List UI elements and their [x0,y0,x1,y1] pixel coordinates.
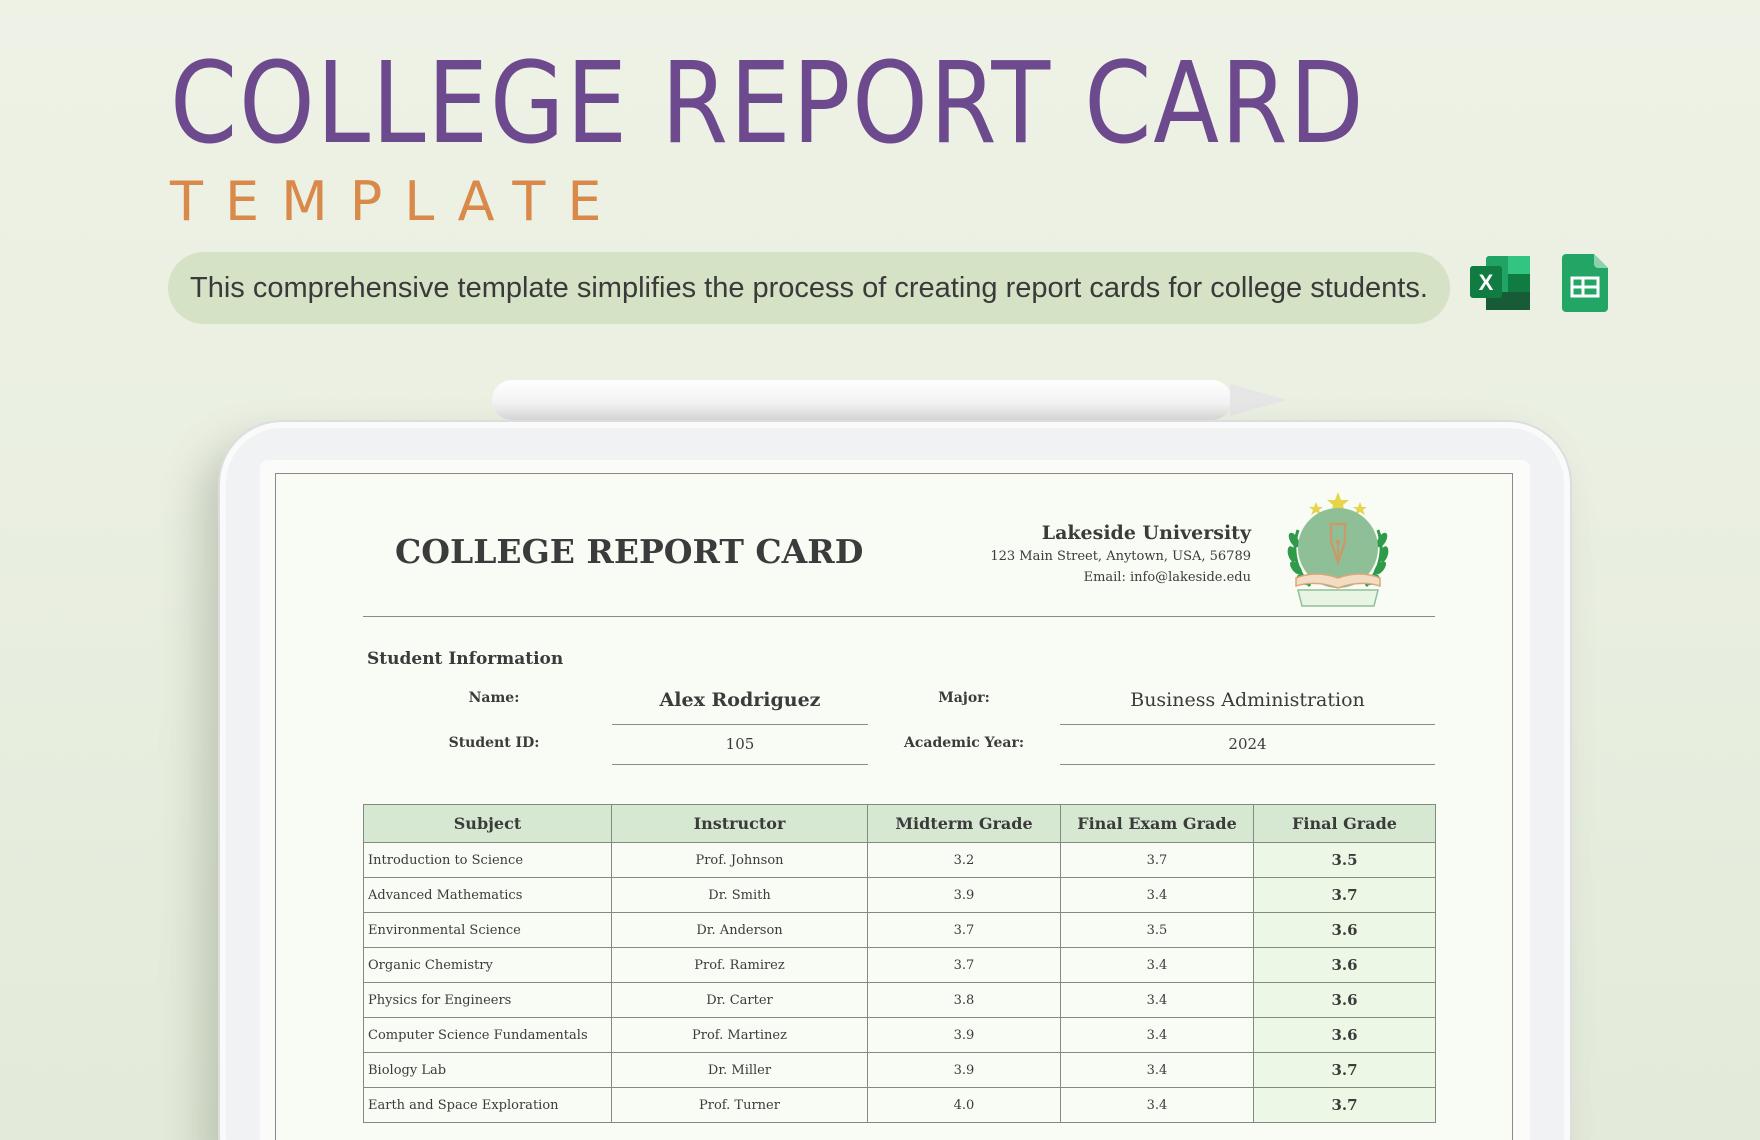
final-exam-grade-cell[interactable]: 3.4 [1061,983,1254,1018]
final-grade-cell[interactable]: 3.6 [1254,913,1436,948]
table-row [364,948,1436,983]
final-grade-cell[interactable]: 3.6 [1254,948,1436,983]
major-value[interactable]: Business Administration [1060,680,1435,725]
hero-subtitle: TEMPLATE [170,170,624,233]
university-address: 123 Main Street, Anytown, USA, 56789 [990,549,1251,564]
instructor-cell[interactable]: Dr. Carter [612,983,868,1018]
subject-cell[interactable]: Earth and Space Exploration [364,1088,612,1123]
final-exam-grade-cell[interactable]: 3.4 [1061,1088,1254,1123]
description-text: This comprehensive template simplifies the process of creating report cards for college students. [190,271,1428,304]
header-final-exam-grade: Final Exam Grade [1061,805,1254,843]
instructor-cell[interactable]: Dr. Anderson [612,913,868,948]
stylus-pencil [492,378,1292,422]
table-row [364,1018,1436,1053]
subject-cell[interactable]: Introduction to Science [364,843,612,878]
header-divider [363,616,1435,617]
midterm-grade-cell[interactable]: 3.8 [868,983,1061,1018]
name-value[interactable]: Alex Rodriguez [612,680,868,725]
grades-header-row [364,805,1436,843]
final-grade-cell[interactable]: 3.6 [1254,1018,1436,1053]
header-instructor: Instructor [612,805,868,843]
subject-cell[interactable]: Physics for Engineers [364,983,612,1018]
google-sheets-icon [1562,254,1608,312]
subject-cell[interactable]: Computer Science Fundamentals [364,1018,612,1053]
final-exam-grade-cell[interactable]: 3.4 [1061,948,1254,983]
header-final-grade: Final Grade [1254,805,1436,843]
instructor-cell[interactable]: Prof. Turner [612,1088,868,1123]
subject-cell[interactable]: Advanced Mathematics [364,878,612,913]
academic-year-label: Academic Year: [904,735,1024,751]
midterm-grade-cell[interactable]: 3.2 [868,843,1061,878]
table-row [364,1053,1436,1088]
final-grade-cell[interactable]: 3.7 [1254,1053,1436,1088]
midterm-grade-cell[interactable]: 3.7 [868,948,1061,983]
student-id-label: Student ID: [448,735,540,751]
table-row [364,843,1436,878]
subject-cell[interactable]: Biology Lab [364,1053,612,1088]
final-grade-cell[interactable]: 3.7 [1254,1088,1436,1123]
final-exam-grade-cell[interactable]: 3.7 [1061,843,1254,878]
table-row [364,913,1436,948]
table-row [364,1088,1436,1123]
description-banner [168,252,1450,324]
subject-cell[interactable]: Environmental Science [364,913,612,948]
midterm-grade-cell[interactable]: 3.9 [868,878,1061,913]
table-row [364,983,1436,1018]
final-grade-cell[interactable]: 3.7 [1254,878,1436,913]
midterm-grade-cell[interactable]: 3.7 [868,913,1061,948]
university-info [940,520,1251,588]
university-name: Lakeside University [1041,522,1251,544]
excel-icon [1468,254,1532,312]
name-label: Name: [468,690,520,706]
grades-table [363,804,1436,1123]
header-subject: Subject [364,805,612,843]
final-grade-cell[interactable]: 3.5 [1254,843,1436,878]
svg-text:X: X [1478,270,1494,295]
instructor-cell[interactable]: Prof. Martinez [612,1018,868,1053]
hero-title: COLLEGE REPORT CARD [170,39,1366,169]
instructor-cell[interactable]: Dr. Smith [612,878,868,913]
final-exam-grade-cell[interactable]: 3.4 [1061,878,1254,913]
student-id-value[interactable]: 105 [612,725,868,765]
midterm-grade-cell[interactable]: 4.0 [868,1088,1061,1123]
header-midterm-grade: Midterm Grade [868,805,1061,843]
major-label: Major: [938,690,990,706]
document-title: COLLEGE REPORT CARD [395,532,864,571]
instructor-cell[interactable]: Prof. Johnson [612,843,868,878]
final-exam-grade-cell[interactable]: 3.5 [1061,913,1254,948]
final-grade-cell[interactable]: 3.6 [1254,983,1436,1018]
academic-year-value[interactable]: 2024 [1060,725,1435,765]
subject-cell[interactable]: Organic Chemistry [364,948,612,983]
university-email: Email: info@lakeside.edu [1083,570,1251,585]
instructor-cell[interactable]: Dr. Miller [612,1053,868,1088]
university-crest-icon [1276,490,1400,612]
table-row [364,878,1436,913]
instructor-cell[interactable]: Prof. Ramirez [612,948,868,983]
student-info-heading: Student Information [367,649,564,669]
midterm-grade-cell[interactable]: 3.9 [868,1018,1061,1053]
final-exam-grade-cell[interactable]: 3.4 [1061,1018,1254,1053]
final-exam-grade-cell[interactable]: 3.4 [1061,1053,1254,1088]
midterm-grade-cell[interactable]: 3.9 [868,1053,1061,1088]
